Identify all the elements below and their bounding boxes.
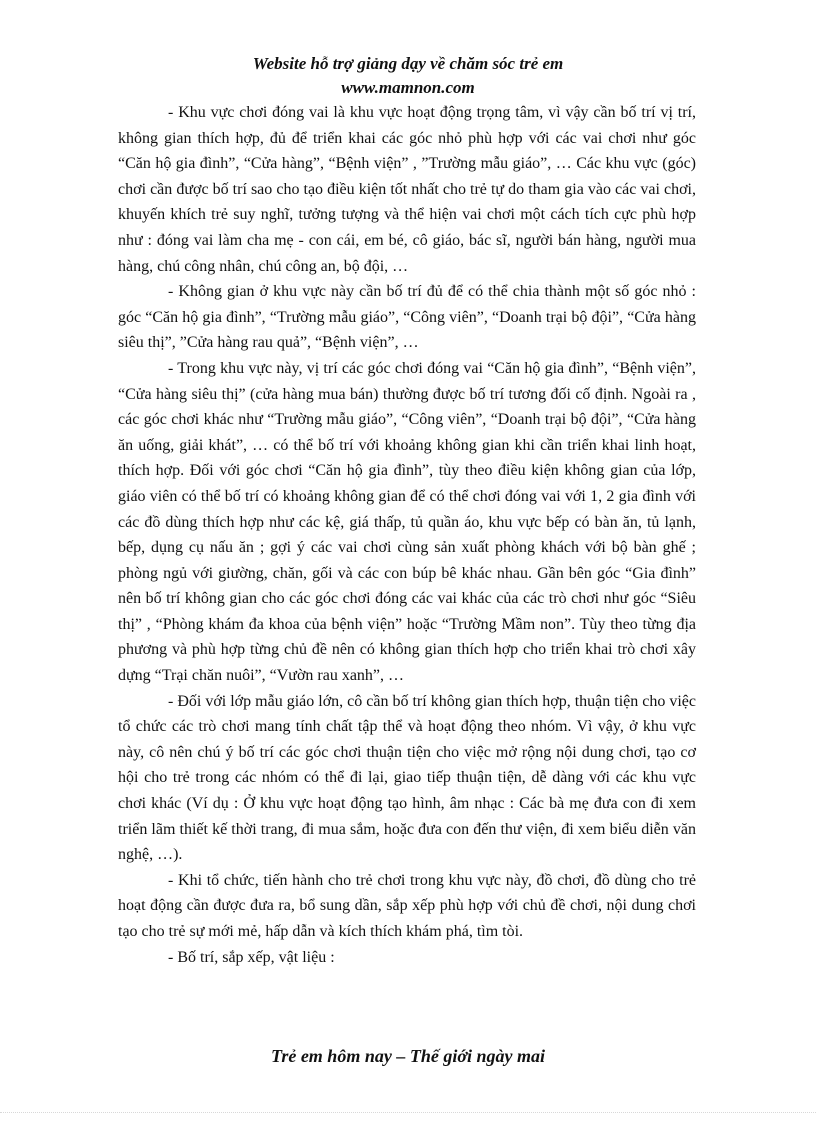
- page-footer-slogan: Trẻ em hôm nay – Thế giới ngày mai: [271, 1046, 545, 1066]
- document-body: [118, 100, 696, 970]
- page-header: [0, 52, 816, 100]
- site-url: www.mamnon.com: [341, 78, 475, 97]
- paragraph: - Không gian ở khu vực này cần bố trí đủ để có thể chia thành một số góc nhỏ : góc “Căn hộ gia đình”, “Trường mẫu giáo”, “Công viên”, “Doanh trại bộ đội”, “Cửa hàng siêu thị”, ”Cửa hàng rau quả”, “Bệnh viện”, …: [118, 283, 696, 352]
- paragraph: - Bố trí, sắp xếp, vật liệu :: [168, 948, 335, 966]
- paragraph: - Đối với lớp mẫu giáo lớn, cô cần bố trí không gian thích hợp, thuận tiện cho việc tổ chức các trò chơi mang tính chất tập thể và hoạt động theo nhóm. Vì vậy, ở khu vực này, cô nên chú ý bố trí các góc chơi thuận tiện cho việc mở rộng nội dung chơi, tạo cơ hội cho trẻ trong các nhóm có thể đi lại, giao tiếp thuận tiện, dễ dàng với các khu vực chơi khác (Ví dụ : Ở khu vực hoạt động tạo hình, âm nhạc : Các bà mẹ đưa con đi xem triển lãm thiết kế thời trang, đi mua sắm, hoặc đưa con đến thư viện, đi xem biểu diễn văn nghệ, …).: [118, 692, 696, 864]
- paragraph: - Khi tổ chức, tiến hành cho trẻ chơi trong khu vực này, đồ chơi, đồ dùng cho trẻ hoạt động cần được đưa ra, bổ sung dần, sắp xếp phù hợp với chủ đề chơi, nội dung chơi tạo cho trẻ sự mới mẻ, hấp dẫn và kích thích khám phá, tìm tòi.: [118, 871, 696, 940]
- paragraph: - Trong khu vực này, vị trí các góc chơi đóng vai “Căn hộ gia đình”, “Bệnh viện”, “Cửa hàng siêu thị” (cửa hàng mua bán) thường được bố trí tương đối cố định. Ngoài ra , các góc chơi khác như “Trường mẫu giáo”, “Công viên”, “Doanh trại bộ đội”, “Cửa hàng ăn uống, giải khát”, … có thể bố trí với khoảng không gian khi cần triển khai linh hoạt, thích hợp. Đối với góc chơi “Căn hộ gia đình”, tùy theo điều kiện không gian của lớp, giáo viên có thể bố trí có khoảng không gian để có thể chơi đóng vai với 1, 2 gia đình với các đồ dùng thích hợp như các kệ, giá thấp, tủ quần áo, khu vực bếp có bàn ăn, tủ lạnh, bếp, dụng cụ nấu ăn ; gợi ý các vai chơi cùng sản xuất phòng khách với bộ bàn ghế ; phòng ngủ với giường, chăn, gối và các con búp bê khác nhau. Gần bên góc “Gia đình” nên bố trí không gian cho các góc chơi đóng các vai khác của các trò chơi như góc “Siêu thị” , “Phòng khám đa khoa của bệnh viện” hoặc “Trường Mầm non”. Tùy theo từng địa phương và phù hợp từng chủ đề nên có không gian thích hợp cho triển khai trò chơi xây dựng “Trại chăn nuôi”, “Vườn rau xanh”, …: [118, 359, 696, 685]
- paragraph: - Khu vực chơi đóng vai là khu vực hoạt động trọng tâm, vì vậy cần bố trí vị trí, không gian thích hợp, đủ để triển khai các góc nhỏ phù hợp với các vai chơi như góc “Căn hộ gia đình”, “Cửa hàng”, “Bệnh viện” , ”Trường mẫu giáo”, … Các khu vực (góc) chơi cần được bố trí sao cho tạo điều kiện tốt nhất cho trẻ tự do tham gia vào các vai chơi, khuyến khích trẻ suy nghĩ, tưởng tượng và thể hiện vai chơi một cách tích cực phù hợp như : đóng vai làm cha mẹ - con cái, em bé, cô giáo, bác sĩ, người bán hàng, người mua hàng, chú công nhân, chú công an, bộ đội, …: [118, 104, 696, 275]
- site-title: Website hỗ trợ giảng dạy về chăm sóc trẻ em: [252, 54, 564, 73]
- page-bottom-divider: [0, 1112, 816, 1113]
